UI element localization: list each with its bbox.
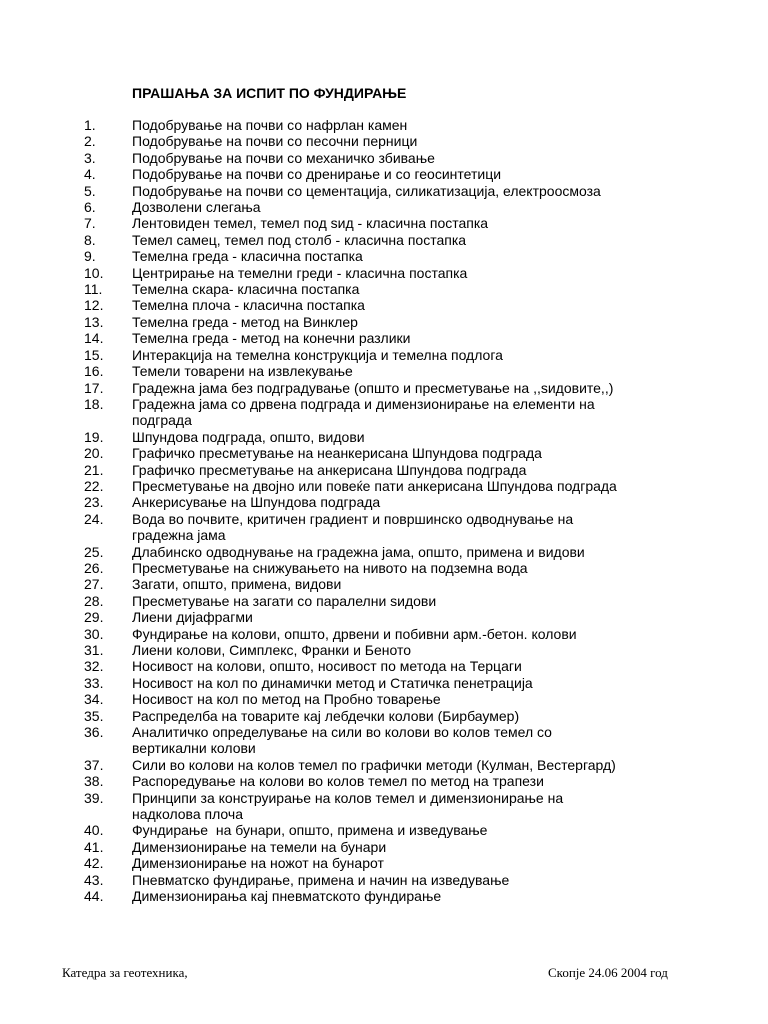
- question-text-line: Димензионирања кај пневматското фундирање: [132, 888, 442, 905]
- question-number: 24.: [84, 510, 104, 527]
- question-text-line: Темелна скара- класична постапка: [132, 281, 360, 298]
- question-text-line: Вода во почвите, критичен градиент и површинско одводнување на: [132, 510, 574, 527]
- question-number: 36.: [84, 724, 104, 741]
- question-text: [132, 183, 704, 199]
- question-text: [132, 626, 704, 642]
- question-number: 41.: [84, 838, 104, 855]
- question-number: 18.: [84, 395, 104, 412]
- question-item: [84, 314, 704, 330]
- question-text-line: Распределба на товарите кај лебдечки колови (Бирбаумер): [132, 707, 520, 724]
- question-number: 38.: [84, 773, 104, 790]
- question-text: [132, 560, 704, 576]
- question-text-line: Носивост на кол по динамички метод и Статичка пенетрација: [132, 674, 533, 691]
- question-item: [84, 232, 704, 248]
- question-text: [132, 215, 704, 231]
- question-text-line: Димензионирање на темели на бунари: [132, 838, 387, 855]
- question-item: [84, 626, 704, 642]
- question-text: [132, 166, 704, 182]
- question-number: 31.: [84, 642, 104, 658]
- question-text-line: Фундирање на бунари, општо, примена и изведување: [132, 822, 488, 839]
- question-item: [84, 790, 704, 823]
- question-text-line: Носивост на колови, општо, носивост по метода на Терцаги: [132, 658, 522, 675]
- question-text: [132, 133, 704, 149]
- question-text: [132, 347, 704, 363]
- question-text: [132, 593, 704, 609]
- question-item: [84, 642, 704, 658]
- question-text-line: градежна јама: [132, 527, 226, 544]
- question-number: 9.: [84, 248, 96, 265]
- question-text: [132, 232, 704, 248]
- question-text-line: Принципи за конструирање на колов темел и димензионирање на: [132, 789, 564, 806]
- question-text: [132, 462, 704, 478]
- question-number: 28.: [84, 592, 104, 609]
- question-text-line: Загати, општо, примена, видови: [132, 576, 342, 593]
- question-item: [84, 297, 704, 313]
- question-number: 22.: [84, 477, 104, 494]
- question-item: [84, 675, 704, 691]
- question-text-line: Темелна греда - метод на конечни разлики: [132, 330, 411, 347]
- question-item: [84, 166, 704, 182]
- question-text: [132, 429, 704, 445]
- question-number: 30.: [84, 625, 104, 642]
- question-text-line: Лентовиден темел, темел под ѕид - класична постапка: [132, 215, 489, 232]
- question-number: 3.: [84, 149, 96, 166]
- question-item: [84, 888, 704, 904]
- question-text-line: Темелна плоча - класична постапка: [132, 297, 365, 314]
- question-number: 2.: [84, 133, 96, 150]
- question-text: [132, 822, 704, 838]
- question-text: [132, 330, 704, 346]
- question-text: [132, 314, 704, 330]
- question-text: [132, 855, 704, 871]
- question-text-line: Пневматско фундирање, примена и начин на изведување: [132, 871, 510, 888]
- question-text-line: Аналитичко определување на сили во колови во колов темел со: [132, 724, 552, 741]
- question-text-line: Подобрување на почви со нафрлан камен: [132, 117, 408, 133]
- question-text: [132, 790, 704, 823]
- question-number: 43.: [84, 871, 104, 888]
- question-item: [84, 593, 704, 609]
- question-text: [132, 150, 704, 166]
- question-text-line: Темелна греда - метод на Винклер: [132, 313, 358, 330]
- question-text-line: Димензионирање на ножот на бунарот: [132, 855, 384, 872]
- question-number: 37.: [84, 756, 104, 773]
- question-text: [132, 757, 704, 773]
- question-text: [132, 511, 704, 544]
- question-number: 14.: [84, 330, 104, 347]
- question-text: [132, 658, 704, 674]
- question-item: [84, 380, 704, 396]
- question-item: [84, 658, 704, 674]
- question-item: [84, 691, 704, 707]
- question-text: [132, 478, 704, 494]
- question-item: [84, 330, 704, 346]
- question-text-line: Дозволени слегања: [132, 199, 261, 216]
- question-item: [84, 839, 704, 855]
- question-number: 15.: [84, 346, 104, 363]
- question-item: [84, 429, 704, 445]
- question-text: [132, 117, 704, 133]
- question-text-line: вертикални колови: [132, 740, 256, 757]
- question-number: 8.: [84, 231, 96, 248]
- question-number: 5.: [84, 182, 96, 199]
- question-text-line: Сили во колови на колов темел по графички методи (Кулман, Вестергард): [132, 756, 616, 773]
- question-number: 7.: [84, 215, 96, 232]
- question-number: 35.: [84, 707, 104, 724]
- question-item: [84, 445, 704, 461]
- question-text: [132, 888, 704, 904]
- question-text-line: Подобрување на почви со дренирање и со геосинтетици: [132, 166, 502, 183]
- question-text: [132, 248, 704, 264]
- question-number: 33.: [84, 674, 104, 691]
- question-item: [84, 150, 704, 166]
- question-text-line: Лиени колови, Симплекс, Франки и Беното: [132, 642, 412, 658]
- question-text: [132, 380, 704, 396]
- question-text-line: Темел самец, темел под столб - класична постапка: [132, 231, 467, 248]
- footer-department: Катедра за геотехника,: [62, 965, 188, 980]
- question-item: [84, 199, 704, 215]
- question-text: [132, 724, 704, 757]
- question-text: [132, 445, 704, 461]
- question-text-line: Анкерисување на Шпундова подграда: [132, 494, 381, 511]
- question-number: 6.: [84, 199, 96, 216]
- question-text-line: Подобрување на почви со цементација, силикатизација, електроосмоза: [132, 182, 601, 199]
- question-text-line: подграда: [132, 412, 192, 429]
- question-item: [84, 248, 704, 264]
- question-text: [132, 872, 704, 888]
- question-item: [84, 363, 704, 379]
- question-text-line: Носивост на кол по метод на Пробно товарење: [132, 691, 441, 708]
- page-title: ПРАШАЊА ЗА ИСПИТ ПО ФУНДИРАЊЕ: [132, 85, 407, 101]
- question-text: [132, 708, 704, 724]
- question-number: 40.: [84, 822, 104, 839]
- question-item: [84, 560, 704, 576]
- question-item: [84, 855, 704, 871]
- question-text-line: Распоредување на колови во колов темел по метод на трапези: [132, 773, 544, 790]
- question-text: [132, 839, 704, 855]
- question-number: 20.: [84, 445, 104, 462]
- question-text: [132, 265, 704, 281]
- question-text-line: Длабинско одводнување на градежна јама, општо, примена и видови: [132, 543, 585, 560]
- question-text: [132, 281, 704, 297]
- question-number: 29.: [84, 609, 104, 626]
- question-number: 17.: [84, 379, 104, 396]
- question-text-line: Пресметување на загати со паралелни ѕидови: [132, 592, 437, 609]
- question-text-line: Графичко пресметување на анкерисана Шпундова подграда: [132, 461, 527, 478]
- question-text: [132, 199, 704, 215]
- question-number: 39.: [84, 789, 104, 806]
- question-number: 25.: [84, 543, 104, 560]
- question-text: [132, 494, 704, 510]
- question-item: [84, 183, 704, 199]
- question-number: 21.: [84, 461, 104, 478]
- question-item: [84, 133, 704, 149]
- question-number: 19.: [84, 428, 104, 445]
- question-number: 4.: [84, 166, 96, 183]
- question-item: [84, 462, 704, 478]
- question-text-line: Подобрување на почви со механичко збивање: [132, 149, 435, 166]
- question-item: [84, 708, 704, 724]
- question-item: [84, 576, 704, 592]
- question-text: [132, 396, 704, 429]
- question-number: 42.: [84, 855, 104, 872]
- question-text-line: Темели товарени на извлекување: [132, 363, 353, 380]
- question-text-line: Пресметување на снижувањето на нивото на подземна вода: [132, 559, 528, 576]
- question-text: [132, 609, 704, 625]
- question-number: 27.: [84, 576, 104, 593]
- question-number: 32.: [84, 658, 104, 675]
- question-item: [84, 396, 704, 429]
- question-text-line: Графичко пресметување на неанкерисана Шпундова подграда: [132, 445, 542, 462]
- question-text-line: Интеракција на темелна конструкција и темелна подлога: [132, 346, 503, 363]
- question-text: [132, 642, 704, 658]
- question-text: [132, 576, 704, 592]
- question-text: [132, 297, 704, 313]
- question-text-line: Шпундова подграда, општо, видови: [132, 428, 365, 445]
- question-number: 34.: [84, 691, 104, 708]
- question-text-line: Темелна греда - класична постапка: [132, 248, 363, 265]
- question-text: [132, 544, 704, 560]
- question-number: 23.: [84, 494, 104, 511]
- question-item: [84, 347, 704, 363]
- question-item: [84, 215, 704, 231]
- question-item: [84, 872, 704, 888]
- question-item: [84, 773, 704, 789]
- question-item: [84, 511, 704, 544]
- question-text: [132, 363, 704, 379]
- question-text-line: надколова плоча: [132, 806, 243, 823]
- question-number: 13.: [84, 313, 104, 330]
- question-text: [132, 691, 704, 707]
- footer-place-date: Скопје 24.06 2004 год: [548, 965, 668, 980]
- question-item: [84, 117, 704, 133]
- question-item: [84, 281, 704, 297]
- question-text-line: Лиени дијафрагми: [132, 609, 253, 626]
- question-item: [84, 822, 704, 838]
- question-list: [84, 117, 704, 905]
- question-item: [84, 478, 704, 494]
- question-number: 10.: [84, 264, 104, 281]
- question-number: 16.: [84, 363, 104, 380]
- question-item: [84, 724, 704, 757]
- question-number: 1.: [84, 117, 96, 133]
- question-item: [84, 544, 704, 560]
- question-item: [84, 265, 704, 281]
- question-text-line: Пресметување на двојно или повеќе пати анкерисана Шпундова подграда: [132, 477, 617, 494]
- question-number: 11.: [84, 281, 103, 298]
- question-item: [84, 757, 704, 773]
- question-text-line: Градежна јама со дрвена подграда и димензионирање на елементи на: [132, 395, 595, 412]
- question-item: [84, 609, 704, 625]
- question-text-line: Градежна јама без подградување (општо и пресметување на ,,ѕидовите,,): [132, 379, 614, 396]
- question-number: 12.: [84, 297, 104, 314]
- question-text-line: Центрирање на темелни греди - класична постапка: [132, 264, 468, 281]
- question-number: 44.: [84, 888, 104, 905]
- question-number: 26.: [84, 559, 104, 576]
- question-text-line: Подобрување на почви со песочни перници: [132, 133, 418, 150]
- question-item: [84, 494, 704, 510]
- question-text-line: Фундирање на колови, општо, дрвени и побивни арм.-бетон. колови: [132, 625, 577, 642]
- question-text: [132, 675, 704, 691]
- question-text: [132, 773, 704, 789]
